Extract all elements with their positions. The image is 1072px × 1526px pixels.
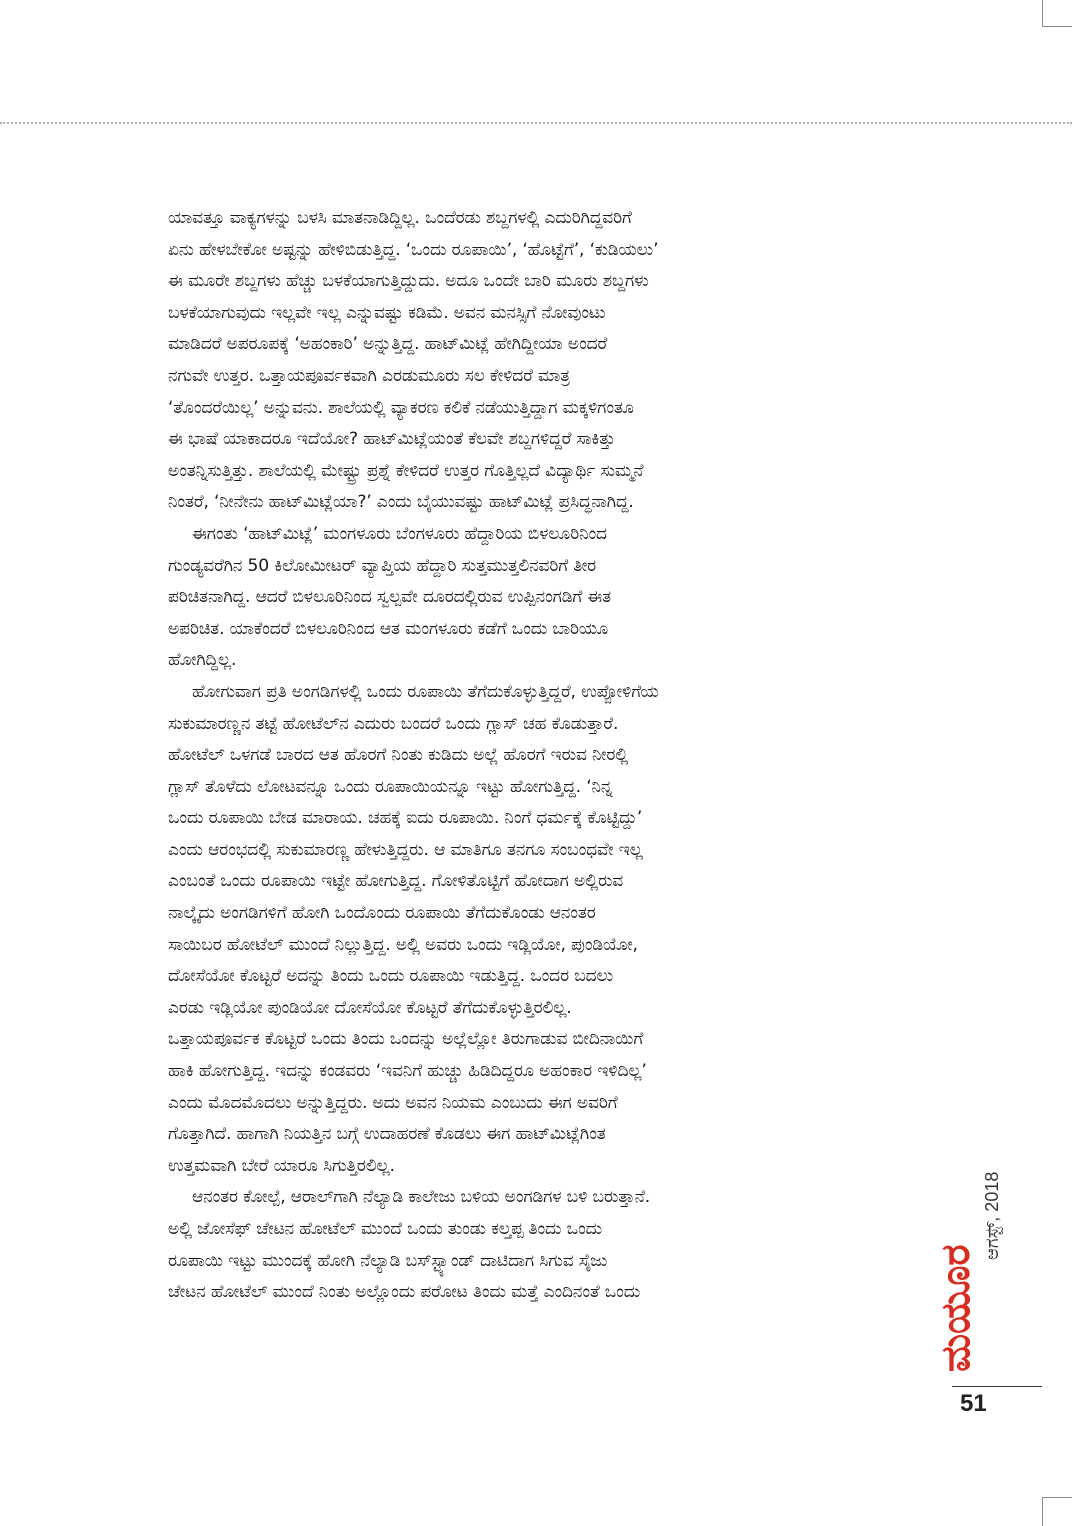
article-line: ದೋಸೆಯೋ ಕೊಟ್ಟರೆ ಅದನ್ನು ತಿಂದು ಒಂದು ರೂಪಾಯಿ ಇಡುತ್ತಿದ್ದ. ಒಂದರ ಬದಲು [168,966,613,987]
article-line: ಪರಿಚಿತನಾಗಿದ್ದ. ಆದರೆ ಬಿಳಲೂರಿನಿಂದ ಸ್ವಲ್ಪವೇ ದೂರದಲ್ಲಿರುವ ಉಪ್ಪಿನಂಗಡಿಗೆ ಈತ [168,587,612,608]
article-line: ನಿಂತರೆ, ‘ನೀನೇನು ಹಾಟ್‌ಮಿಟ್ಲೆಯಾ?’ ಎಂದು ಬೈಯುವಷ್ಟು ಹಾಟ್‌ಮಿಟ್ಲೆ ಪ್ರಸಿದ್ಧನಾಗಿದ್ದ. [168,492,634,513]
article-line: ಸಾಯಿಬರ ಹೋಟೆಲ್ ಮುಂದೆ ನಿಲ್ಲುತ್ತಿದ್ದ. ಅಲ್ಲಿ ಅವರು ಒಂದು ಇಡ್ಲಿಯೋ, ಪುಂಡಿಯೋ, [168,934,638,955]
article-line: ನಾಲ್ಕೈದು ಅಂಗಡಿಗಳಿಗೆ ಹೋಗಿ ಒಂದೊಂದು ರೂಪಾಯಿ ತೆಗೆದುಕೊಂಡು ಆನಂತರ [168,903,596,924]
article-line: ಹೋಟೆಲ್ ಒಳಗಡೆ ಬಾರದ ಆತ ಹೊರಗೆ ನಿಂತು ಕುಡಿದು ಅಲ್ಲೆ ಹೊರಗೆ ಇರುವ ನೀರಲ್ಲಿ [168,745,629,766]
article-line: ಎಂದು ಮೊದಮೊದಲು ಅನ್ನುತ್ತಿದ್ದರು. ಅದು ಅವನ ನಿಯಮ ಎಂಬುದು ಈಗ ಅವರಿಗೆ [168,1092,618,1113]
article-line: ಏನು ಹೇಳಬೇಕೋ ಅಷ್ಟನ್ನು ಹೇಳಿಬಿಡುತ್ತಿದ್ದ. ‘ಒಂದು ರೂಪಾಯಿ’, ‘ಹೊಟ್ಟೆಗೆ’, ‘ಕುಡಿಯಲು’ [168,239,659,260]
article-line: ಮಾಡಿದರೆ ಅಪರೂಪಕ್ಕೆ ‘ಅಹಂಕಾರಿ’ ಅನ್ನುತ್ತಿದ್ದ. ಹಾಟ್‌ಮಿಟ್ಲೆ ಹೇಗಿದ್ದೀಯಾ ಅಂದರೆ [168,334,608,355]
issue-date: ಆಗಸ್ಟ್, 2018 [982,1171,1002,1260]
article-line: ಅಲ್ಲಿ ಜೋಸೆಫ್ ಚೇಟನ ಹೋಟೆಲ್ ಮುಂದೆ ಒಂದು ತುಂಡು ಕಲ್ತಪ್ಪ ತಿಂದು ಒಂದು [168,1219,603,1239]
article-body [168,203,910,1309]
article-line: ಈ ಭಾಷೆ ಯಾಕಾದರೂ ಇದೆಯೋ? ಹಾಟ್‌ಮಿಟ್ಲೆಯಂತೆ ಕೆಲವೇ ಶಬ್ದಗಳಿದ್ದರೆ ಸಾಕಿತ್ತು [168,429,616,450]
article-line: ಈಗಂತು ‘ಹಾಟ್‌ಮಿಟ್ಲೆ’ ಮಂಗಳೂರು ಬೆಂಗಳೂರು ಹೆದ್ದಾರಿಯ ಬಿಳಲೂರಿನಿಂದ [192,523,607,544]
article-line: ಹೋಗಿದ್ದಿಲ್ಲ. [168,650,237,671]
article-line: ಈ ಮೂರೇ ಶಬ್ದಗಳು ಹೆಚ್ಚು ಬಳಕೆಯಾಗುತ್ತಿದ್ದುದು. ಅದೂ ಒಂದೇ ಬಾರಿ ಮೂರು ಶಬ್ದಗಳು [168,271,649,292]
article-line: ಹೋಗುವಾಗ ಪ್ರತಿ ಅಂಗಡಿಗಳಲ್ಲಿ ಒಂದು ರೂಪಾಯಿ ತೆಗೆದುಕೊಳ್ಳುತ್ತಿದ್ದರೆ, ಉಪ್ಪೋಳಿಗೆಯ [192,681,659,702]
article-line: ‘ತೊಂದರೆಯಿಲ್ಲ’ ಅನ್ನುವನು. ಶಾಲೆಯಲ್ಲಿ ವ್ಯಾಕರಣ ಕಲಿಕೆ ನಡೆಯುತ್ತಿದ್ದಾಗ ಮಕ್ಕಳಿಗಂತೂ [168,397,634,418]
article-line: ಗುಂಡ್ಯವರೆಗಿನ 50 ಕಿಲೋಮೀಟರ್ ವ್ಯಾಪ್ತಿಯ ಹೆದ್ದಾರಿ ಸುತ್ತಮುತ್ತಲಿನವರಿಗೆ ತೀರ [168,555,597,576]
article-line: ಸುಕುಮಾರಣ್ಣನ ತಟ್ಟೆ ಹೋಟೆಲ್‌ನ ಎದುರು ಬಂದರೆ ಒಂದು ಗ್ಲಾಸ್ ಚಹ ಕೊಡುತ್ತಾರೆ. [168,713,619,734]
article-line: ಆನಂತರ ಕೋಲ್ಪೆ, ಆರಾಲ್‌ಗಾಗಿ ನೆಲ್ಯಾಡಿ ಕಾಲೇಜು ಬಳಿಯ ಅಂಗಡಿಗಳ ಬಳಿ ಬರುತ್ತಾನೆ. [192,1187,651,1208]
page-number: 51 [960,1390,987,1417]
crop-mark-bottom [1042,1497,1072,1526]
article-line: ಎಂಬಂತೆ ಒಂದು ರೂಪಾಯಿ ಇಟ್ಟೇ ಹೋಗುತ್ತಿದ್ದ. ಗೋಳಿತೊಟ್ಟಿಗೆ ಹೋದಾಗ ಅಲ್ಲಿರುವ [168,871,624,892]
page-number-rule [952,1386,1042,1387]
article-line: ಉತ್ತಮವಾಗಿ ಬೇರೆ ಯಾರೂ ಸಿಗುತ್ತಿರಲಿಲ್ಲ. [168,1155,395,1176]
article-line: ಒತ್ತಾಯಪೂರ್ವಕ ಕೊಟ್ಟರೆ ಒಂದು ತಿಂದು ಒಂದನ್ನು ಅಲ್ಲೆಲ್ಲೋ ತಿರುಗಾಡುವ ಬೀದಿನಾಯಿಗೆ [168,1029,644,1050]
header-dotted-rule [0,122,1072,124]
article-line: ಚೇಟನ ಹೋಟೆಲ್ ಮುಂದೆ ನಿಂತು ಅಲ್ಲೊಂದು ಪರೋಟ ತಿಂದು ಮತ್ತೆ ಎಂದಿನಂತೆ ಒಂದು [168,1282,641,1303]
magazine-name: ಮಯೂರ [933,1244,979,1372]
side-masthead [920,1110,1030,1390]
article-line: ಗ್ಲಾಸ್ ತೊಳೆದು ಲೋಟವನ್ನೂ ಒಂದು ರೂಪಾಯಿಯನ್ನೂ ಇಟ್ಟು ಹೋಗುತ್ತಿದ್ದ. ‘ನಿನ್ನ [168,776,613,797]
article-line: ಒಂದು ರೂಪಾಯಿ ಬೇಡ ಮಾರಾಯ. ಚಹಕ್ಕೆ ಐದು ರೂಪಾಯಿ. ನಿಂಗೆ ಧರ್ಮಕ್ಕೆ ಕೊಟ್ಟಿದ್ದು’ [168,808,643,829]
article-line: ಅಂತನ್ನಿಸುತ್ತಿತ್ತು. ಶಾಲೆಯಲ್ಲಿ ಮೇಷ್ಟ್ರು ಪ್ರಶ್ನೆ ಕೇಳಿದರೆ ಉತ್ತರ ಗೊತ್ತಿಲ್ಲದೆ ವಿದ್ಯಾರ್ಥಿ ಸುಮ್ಮನೆ [168,460,644,481]
article-line: ಬಳಕೆಯಾಗುವುದು ಇಲ್ಲವೇ ಇಲ್ಲ ಎನ್ನುವಷ್ಟು ಕಡಿಮೆ. ಅವನ ಮನಸ್ಸಿಗೆ ನೋವುಂಟು [168,302,606,323]
crop-mark-top [1042,0,1072,27]
article-line: ಗೊತ್ತಾಗಿದೆ. ಹಾಗಾಗಿ ನಿಯತ್ತಿನ ಬಗ್ಗೆ ಉದಾಹರಣೆ ಕೊಡಲು ಈಗ ಹಾಟ್‌ಮಿಟ್ಲೆಗಿಂತ [168,1124,606,1145]
article-line: ಯಾವತ್ತೂ ವಾಕ್ಯಗಳನ್ನು ಬಳಸಿ ಮಾತನಾಡಿದ್ದಿಲ್ಲ. ಒಂದೆರಡು ಶಬ್ದಗಳಲ್ಲಿ ಎದುರಿಗಿದ್ದವರಿಗೆ [168,208,632,228]
article-line: ನಗುವೇ ಉತ್ತರ. ಒತ್ತಾಯಪೂರ್ವಕವಾಗಿ ಎರಡುಮೂರು ಸಲ ಕೇಳಿದರೆ ಮಾತ್ರ [168,365,570,386]
article-line: ಎಂದು ಆರಂಭದಲ್ಲಿ ಸುಕುಮಾರಣ್ಣ ಹೇಳುತ್ತಿದ್ದರು. ಆ ಮಾತಿಗೂ ತನಗೂ ಸಂಬಂಧವೇ ಇಲ್ಲ [168,839,643,860]
article-line: ಅಪರಿಚಿತ. ಯಾಕೆಂದರೆ ಬಿಳಲೂರಿನಿಂದ ಆತ ಮಂಗಳೂರು ಕಡೆಗೆ ಒಂದು ಬಾರಿಯೂ [168,618,609,639]
article-line: ಹಾಕಿ ಹೋಗುತ್ತಿದ್ದ. ಇದನ್ನು ಕಂಡವರು ‘ಇವನಿಗೆ ಹುಚ್ಚು ಹಿಡಿದಿದ್ದರೂ ಅಹಂಕಾರ ಇಳಿದಿಲ್ಲ’ [168,1061,647,1082]
article-line: ಎರಡು ಇಡ್ಲಿಯೋ ಪುಂಡಿಯೋ ದೋಸೆಯೋ ಕೊಟ್ಟರೆ ತೆಗೆದುಕೊಳ್ಳುತ್ತಿರಲಿಲ್ಲ. [168,997,572,1018]
article-line: ರೂಪಾಯಿ ಇಟ್ಟು ಮುಂದಕ್ಕೆ ಹೋಗಿ ನೆಲ್ಯಾಡಿ ಬಸ್‌ಸ್ಟ್ಯಾಂಡ್ ದಾಟಿದಾಗ ಸಿಗುವ ಸೈಜು [168,1250,608,1271]
